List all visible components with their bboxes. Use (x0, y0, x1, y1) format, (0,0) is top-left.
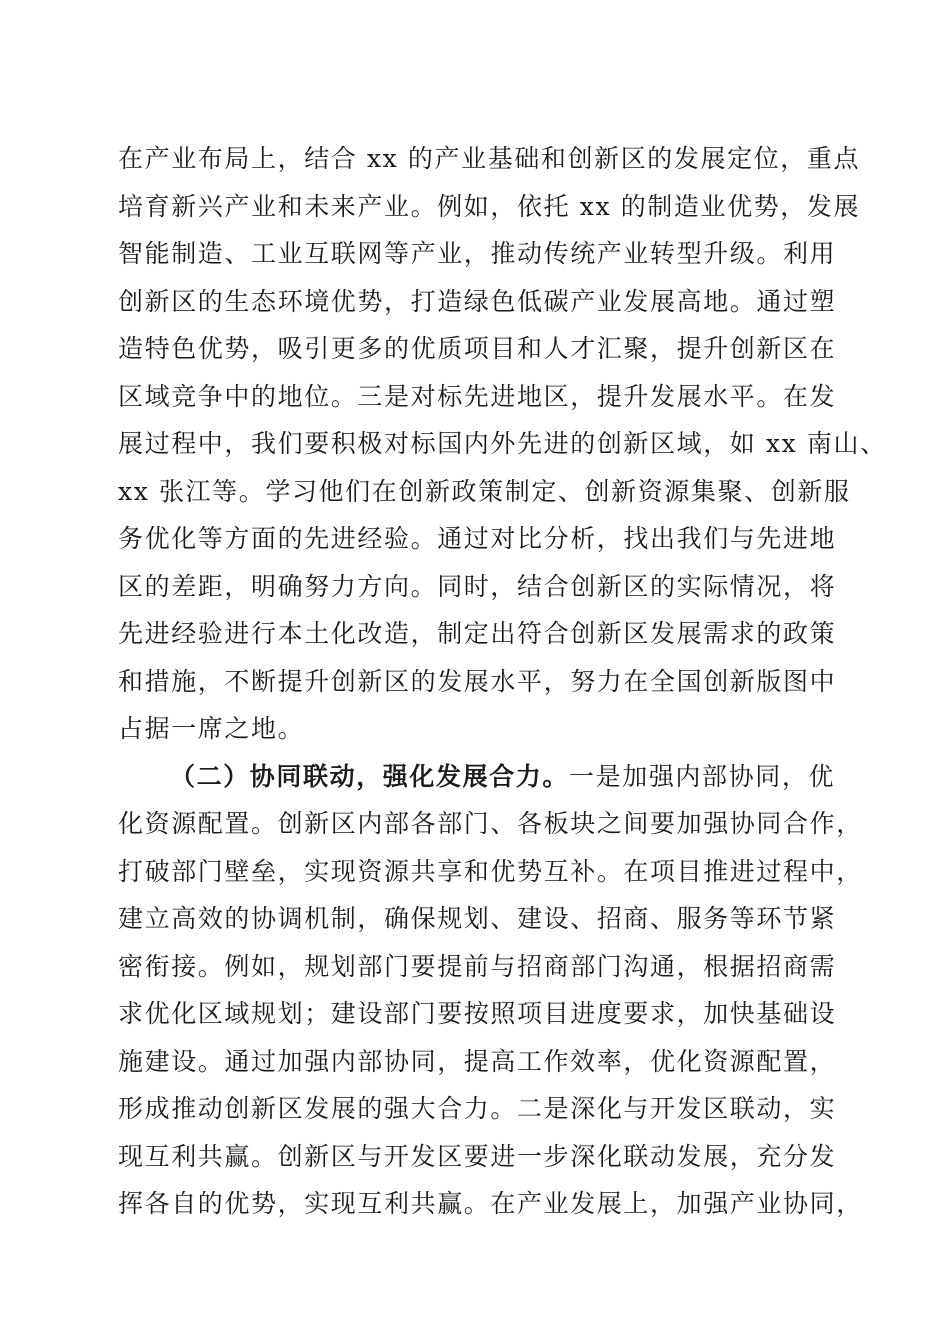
paragraph-line: 在产业布局上，结合 xx 的产业基础和创新区的发展定位，重点 (118, 144, 861, 173)
paragraph-line: 形成推动创新区发展的强大合力。二是深化与开发区联动，实 (118, 1094, 837, 1123)
paragraph-line: 培育新兴产业和未来产业。例如，依托 xx 的制造业优势，发展 (118, 192, 861, 221)
paragraph-line: 创新区的生态环境优势，打造绿色低碳产业发展高地。通过塑 (118, 287, 837, 316)
paragraph-line: xx 张江等。学习他们在创新政策制定、创新资源集聚、创新服 (118, 477, 851, 506)
paragraph-line: 智能制造、工业互联网等产业，推动传统产业转型升级。利用 (118, 239, 837, 268)
paragraph-line: 务优化等方面的先进经验。通过对比分析，找出我们与先进地 (118, 524, 837, 553)
paragraph-line: 造特色优势，吸引更多的优质项目和人才汇聚，提升创新区在 (118, 334, 837, 363)
heading-line-rest: 一是加强内部协同，优 (569, 762, 836, 791)
paragraph-line: 挥各自的优势，实现互利共赢。在产业发展上，加强产业协同， (118, 1189, 863, 1218)
paragraph-line: 和措施，不断提升创新区的发展水平，努力在全国创新版图中 (118, 667, 837, 696)
paragraph-line: 化资源配置。创新区内部各部门、各板块之间要加强协同合作， (118, 809, 863, 838)
section-heading: （二）协同联动，强化发展合力。 (170, 762, 570, 791)
paragraph-line: 求优化区域规划；建设部门要按照项目进度要求，加快基础设 (118, 999, 837, 1028)
paragraph-line: 占据一席之地。 (118, 714, 305, 743)
section-heading-line (170, 759, 835, 795)
paragraph-line: 密衔接。例如，规划部门要提前与招商部门沟通，根据招商需 (118, 952, 837, 981)
paragraph-line: 打破部门壁垒，实现资源共享和优势互补。在项目推进过程中， (118, 857, 863, 886)
paragraph-line: 区的差距，明确努力方向。同时，结合创新区的实际情况，将 (118, 572, 837, 601)
paragraph-line: 区域竞争中的地位。三是对标先进地区，提升发展水平。在发 (118, 382, 837, 411)
paragraph-line: 展过程中，我们要积极对标国内外先进的创新区域，如 xx 南山、 (118, 429, 887, 458)
paragraph-line: 先进经验进行本土化改造，制定出符合创新区发展需求的政策 (118, 619, 837, 648)
paragraph-line: 现互利共赢。创新区与开发区要进一步深化联动发展，充分发 (118, 1142, 837, 1171)
paragraph-line: 建立高效的协调机制，确保规划、建设、招商、服务等环节紧 (118, 904, 837, 933)
paragraph-line: 施建设。通过加强内部协同，提高工作效率，优化资源配置， (118, 1047, 837, 1076)
